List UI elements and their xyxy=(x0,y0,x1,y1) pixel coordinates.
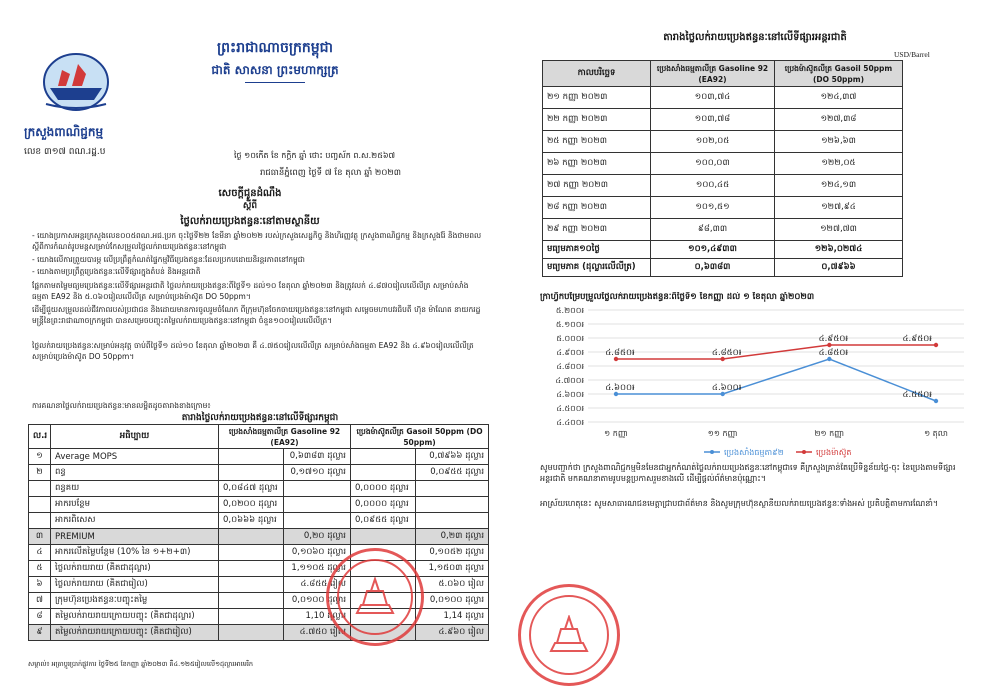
row-number: ៨ xyxy=(29,609,51,625)
row-diesel: ១២៤,៣៧ xyxy=(775,87,903,109)
paragraph-1: - យោងប្រកាសអន្តរក្រសួងលេខ០០៥ពណ.អជ.ប្រក ចុះថ្ងៃទី២២ ខែមីនា ឆ្នាំ២០២២ របស់ក្រសួងសេដ្ឋកិច្ច និងហិរញ្ញវត្ថុ ក្រសួងពាណិជ្ជកម្ម និងក្រសួងរ៉ែ និងថាមពល ស្តីពីការកំណត់រូបមន្តសម្រាប់កែសម្រួលថ្លៃលក់រាយប្រេងឥន្ធនៈនៅកម្ពុជា xyxy=(32,231,482,251)
x-tick-label: ២១ កញ្ញា xyxy=(814,429,845,438)
official-seal-right xyxy=(518,584,620,686)
row-diesel: ១២៤,១៣ xyxy=(775,175,903,197)
row-diesel: ១២៦,៦៣ xyxy=(775,131,903,153)
y-tick-label: ៥.០០០៛ xyxy=(556,334,584,343)
motto-divider xyxy=(245,82,305,87)
data-label: ៤.៨៥០៛ xyxy=(818,348,849,358)
gasoline-sub-value xyxy=(219,449,284,465)
gasoline-value: 0,១០៦០ ដុល្លារ xyxy=(284,545,351,561)
legend-label: ប្រេងម៉ាស៊ូត xyxy=(816,448,852,457)
header-diesel-intl: ប្រេងម៉ាស៊ូតលីត្រ Gasoil 50ppm (DO 50ppm) xyxy=(775,61,903,87)
ministry-logo xyxy=(36,50,116,120)
paragraph-3: - យោងតាមប្រព្រឹត្តប្រេងឥន្ធនៈលើទីផ្សារក្នុងតំបន់ និងអន្តរជាតិ xyxy=(32,267,201,276)
row-description: PREMIUM xyxy=(51,529,219,545)
gasoline-sub-value xyxy=(219,529,284,545)
paragraph-4: ផ្អែកតាមតម្លៃមធ្យមប្រេងឥន្ធនៈលើទីផ្សារអន្តរជាតិ ថ្លៃលក់រាយប្រេងឥន្ធនៈពីថ្ងៃទី១ ដល់១០ ខែតុលា ឆ្នាំ២០២៣ និងត្រូវលក់ ៤.៨៧០រៀលលើលីត្រ សម្រាប់សាំងធម្មតា EA92 និង ៥.០៦០រៀលលើលីត្រ សម្រាប់ប្រេងម៉ាស៊ូត DO 50ppm។ xyxy=(32,281,469,301)
avg-liter-label: មធ្យមភាគ (ដុល្លារលើលីត្រ) xyxy=(543,259,651,277)
diesel-value: 0,៧៩៦៦ ដុល្លារ xyxy=(416,449,489,465)
legend-marker xyxy=(802,450,806,454)
row-description: Average MOPS xyxy=(51,449,219,465)
row-description: ថ្លៃលក់រាយរាយ (គិតជារៀល) xyxy=(51,577,219,593)
table-row xyxy=(543,153,903,175)
gasoline-value xyxy=(284,497,351,513)
row-description: តម្លៃលក់រាយរាយក្រោយបញ្ចុះ (គិតជាដុល្លារ) xyxy=(51,609,219,625)
y-tick-label: ៥.២០០៛ xyxy=(555,306,584,315)
diesel-sub-value xyxy=(351,529,416,545)
avg-gasoline: ១០១,៤៩៣៣ xyxy=(651,241,775,259)
table-row xyxy=(29,465,489,481)
unit-label: USD/Barrel xyxy=(894,50,930,59)
paragraph-5: ដើម្បីជួយសម្រួលដល់ជីវភាពរបស់ប្រជាជន និងដោយមានការចូលរួមចំណែក ពីក្រុមហ៊ុនចែកចាយប្រេងឥន្ធនៈនៅកម្ពុជា សម្ដេចមហាបវរធិបតី ហ៊ុន ម៉ាណែត នាយករដ្ឋមន្ត្រីនៃព្រះរាជាណាចក្រកម្ពុជា បានសម្រេចបញ្ចុះតម្លៃលក់រាយប្រេងឥន្ធនៈនៅកម្ពុជា ចំនួន១០០រៀលលើលីត្រ។ xyxy=(32,305,481,325)
avg-liter-diesel: ០,៧៩៦៦ xyxy=(775,259,903,277)
table-row xyxy=(29,561,489,577)
gasoline-value: 0,០១០០ ដុល្លារ xyxy=(284,593,351,609)
diesel-value xyxy=(416,481,489,497)
x-tick-label: ១ កញ្ញា xyxy=(604,429,628,438)
right-paragraph-1: សូមបញ្ជាក់ថា ក្រសួងពាណិជ្ជកម្មមិនមែនជាអ្នកកំណត់ថ្លៃលក់រាយប្រេងឥន្ធនៈនៅកម្ពុជាទេ គឺក្រសួងគ្រាន់តែប្រើទិន្នន័យថ្លៃ-ចុះ នៃប្រេងតាមទីផ្សារអន្តរជាតិ មកគណនាតាមរូបមន្តប្រកាសរួមខាងលើ ដើម្បីផ្តល់ព័ត៌មានប៉ុណ្ណោះ។ xyxy=(540,463,956,483)
data-point xyxy=(934,399,938,403)
data-label: ៤.៨៥០៛ xyxy=(711,348,742,358)
row-gasoline: ១០២,០៥ xyxy=(651,131,775,153)
chart-title: ក្រាហ្វិកបម្រែបម្រួលថ្លៃលក់រាយប្រេងឥន្ធនៈពីថ្ងៃទី១ ខែកញ្ញា ដល់ ១ ខែតុលា ឆ្នាំ២០២៣ xyxy=(540,292,815,302)
document-type: សេចក្តីជូនដំណឹង xyxy=(218,188,282,199)
intl-table-title: តារាងថ្លៃលក់រាយប្រេងឥន្ធនៈនៅលើទីផ្សារអន្តរជាតិ xyxy=(663,32,847,43)
row-diesel: ១២៧,៧៣ xyxy=(775,219,903,241)
row-date: ២៦ កញ្ញា ២០២៣ xyxy=(543,153,651,175)
table-row xyxy=(29,529,489,545)
intl-price-table xyxy=(542,60,903,277)
gasoline-sub-value xyxy=(219,545,284,561)
row-description: ពន្ធ xyxy=(51,465,219,481)
row-gasoline: ១០៣,៧៤ xyxy=(651,87,775,109)
diesel-value xyxy=(416,497,489,513)
diesel-value: 1,១៥០៣ ដុល្លារ xyxy=(416,561,489,577)
avg-liter-gasoline: ០,៦៣៨៣ xyxy=(651,259,775,277)
row-diesel: ១២៧,៣៨ xyxy=(775,109,903,131)
row-description: ក្រុមហ៊ុនប្រេងឥន្ធនៈបញ្ចុះតម្លៃ xyxy=(51,593,219,609)
y-tick-label: ៤.៨០០៛ xyxy=(556,362,584,371)
row-gasoline: ៩៨,៣៣ xyxy=(651,219,775,241)
row-number: ២ xyxy=(29,465,51,481)
y-tick-label: ៤.៥០០៛ xyxy=(556,404,584,413)
row-number: ៤ xyxy=(29,545,51,561)
row-description: តម្លៃលក់រាយរាយក្រោយបញ្ចុះ (គិតជារៀល) xyxy=(51,625,219,641)
row-number xyxy=(29,481,51,497)
header-no: ល.រ xyxy=(29,425,51,449)
row-gasoline: ១០០,៤៥ xyxy=(651,175,775,197)
kingdom-heading: ព្រះរាជាណាចក្រកម្ពុជា xyxy=(216,40,333,56)
legend-marker xyxy=(710,450,714,454)
diesel-sub-value xyxy=(351,465,416,481)
footnote: សម្គាល់៖ អត្រាប្តូរប្រាក់ផ្លូវការ ថ្ងៃទី២៥ ខែកញ្ញា ឆ្នាំ២០២៣ គឺ៤.១២៥រៀលលើ១ដុល្លារអាមេរិក xyxy=(28,660,254,668)
table-row xyxy=(543,109,903,131)
row-diesel: ១២២,០៥ xyxy=(775,153,903,175)
y-tick-label: ៤.៧០០៛ xyxy=(555,376,584,385)
header-gasoline-intl: ប្រេងសាំងធម្មតាលីត្រ Gasoline 92 (EA92) xyxy=(651,61,775,87)
y-tick-label: ៤.៩០០៛ xyxy=(556,348,584,357)
row-gasoline: ១០១,៥១ xyxy=(651,197,775,219)
table-row xyxy=(29,497,489,513)
row-number: ៧ xyxy=(29,593,51,609)
gasoline-value xyxy=(284,513,351,529)
official-seal xyxy=(326,548,424,646)
gasoline-sub-value xyxy=(219,609,284,625)
y-tick-label: ៤.៤០០៛ xyxy=(556,418,584,427)
subject-label: ស្តីពី xyxy=(242,201,258,211)
gasoline-value: ៤.៨៥៥ រៀល xyxy=(284,577,351,593)
gasoline-sub-value xyxy=(219,561,284,577)
table-row xyxy=(543,197,903,219)
diesel-sub-value xyxy=(351,449,416,465)
right-paragraph-2: អាស្រ័យហេតុនេះ សូមសាធារណជនមេត្តាជ្រាបជាព័ត៌មាន និងសូមក្រុមហ៊ុនស្ថានីយលក់រាយប្រេងឥន្ធនៈទាំងអស់ ប្រតិបត្តិតាមការណែនាំ។ xyxy=(540,499,939,508)
motto-heading: ជាតិ សាសនា ព្រះមហាក្សត្រ xyxy=(211,63,339,77)
table-row xyxy=(29,545,489,561)
gasoline-value: 0,១៧១០ ដុល្លារ xyxy=(284,465,351,481)
row-description: ថ្លៃលក់រាយរាយ (គិតជាដុល្លារ) xyxy=(51,561,219,577)
header-date: កាលបរិច្ឆេទ xyxy=(543,61,651,87)
data-label: ៤.៦០០៛ xyxy=(711,383,742,393)
gasoline-sub-value: 0,០៨៤៧ ដុល្លារ xyxy=(219,481,284,497)
table-row xyxy=(543,87,903,109)
row-description: អាករពិសេស xyxy=(51,513,219,529)
header-description: អធិប្បាយ xyxy=(51,425,219,449)
local-table-title: តារាងថ្លៃលក់រាយប្រេងឥន្ធនៈនៅលើទីផ្សារកម្ពុជា xyxy=(181,413,339,423)
document-date: រាជធានីភ្នំពេញ ថ្ងៃទី ៧ ខែ តុលា ឆ្នាំ ២០២៣ xyxy=(260,168,402,178)
header-gasoline: ប្រេងសាំងធម្មតាលីត្រ Gasoline 92 (EA92) xyxy=(219,425,351,449)
gasoline-value: 1,10 ដុល្លារ xyxy=(284,609,351,625)
gasoline-sub-value: 0,០២០០ ដុល្លារ xyxy=(219,497,284,513)
subject-heading: ថ្លៃលក់រាយប្រេងឥន្ធនៈនៅតាមស្ថានីយ xyxy=(180,216,320,227)
reference-number: លេខ ៣១៧ ពណ.រដ្ឋ.ប xyxy=(24,147,106,157)
diesel-value: 0,២៣ ដុល្លារ xyxy=(416,529,489,545)
gasoline-value xyxy=(284,481,351,497)
legend-label: ប្រេងសាំងធម្មតា៩២ xyxy=(724,448,784,457)
row-number xyxy=(29,513,51,529)
row-diesel: ១២៧,៩៤ xyxy=(775,197,903,219)
row-number: ៩ xyxy=(29,625,51,641)
avg-label: មធ្យមភាគ១០ថ្ងៃ xyxy=(543,241,651,259)
data-point xyxy=(934,343,938,347)
row-gasoline: ១០៣,៧៨ xyxy=(651,109,775,131)
ministry-name: ក្រសួងពាណិជ្ជកម្ម xyxy=(24,125,104,139)
row-date: ២៧ កញ្ញា ២០២៣ xyxy=(543,175,651,197)
table-row xyxy=(29,481,489,497)
row-date: ២២ កញ្ញា ២០២៣ xyxy=(543,109,651,131)
row-date: ២៨ កញ្ញា ២០២៣ xyxy=(543,197,651,219)
gasoline-value: 0,២០ ដុល្លារ xyxy=(284,529,351,545)
diesel-value xyxy=(416,513,489,529)
gasoline-sub-value xyxy=(219,465,284,481)
y-tick-label: ៥.១០០៛ xyxy=(555,320,584,329)
diesel-value: 0,០១០០ ដុល្លារ xyxy=(416,593,489,609)
right-page xyxy=(520,0,994,684)
data-label: ៤.៦០០៛ xyxy=(605,383,635,393)
x-tick-label: ១ តុលា xyxy=(924,429,948,438)
diesel-value: 0,០៩៥៥ ដុល្លារ xyxy=(416,465,489,481)
row-number: ៦ xyxy=(29,577,51,593)
table-row xyxy=(29,625,489,641)
paragraph-6: ថ្លៃលក់រាយប្រេងឥន្ធនៈសម្រាប់អនុវត្ត ចាប់ពីថ្ងៃទី១ ដល់១០ ខែតុលា ឆ្នាំ២០២៣ គឺ ៤.៧៥០រៀលលើលីត្រ សម្រាប់សាំងធម្មតា EA92 និង ៤.៩៦០រៀលលើលីត្រ សម្រាប់ប្រេងម៉ាស៊ូត DO 50ppm។ xyxy=(32,341,474,361)
table-row xyxy=(543,219,903,241)
lunar-date: ថ្ងៃ ១០កើត ខែ កក្ដិក ឆ្នាំ ថោះ បញ្ចស័ក ព.ស.២៥៦៧ xyxy=(234,151,396,160)
header-diesel: ប្រេងម៉ាស៊ូតលីត្រ Gasoil 50ppm (DO 50ppm) xyxy=(351,425,489,449)
diesel-value: ៤.៩៦០ រៀល xyxy=(416,625,489,641)
row-date: ២១ កញ្ញា ២០២៣ xyxy=(543,87,651,109)
paragraph-2: - យោងលើការព្រួយបារម្ភ លើប្រព្រឹត្តកំណត់ផ្ទៃកម្មវិធីប្រេងឥន្ធនៈដែលប្រកបដោយនិរន្តរភាពនៅកម្ពុជា xyxy=(32,255,305,264)
diesel-value: ៥.០៦០ រៀល xyxy=(416,577,489,593)
gasoline-value: 1,១១០៥ ដុល្លារ xyxy=(284,561,351,577)
row-number xyxy=(29,497,51,513)
gasoline-value: ៤.៧៥០ រៀល xyxy=(284,625,351,641)
x-tick-label: ១១ កញ្ញា xyxy=(707,429,738,438)
table-row xyxy=(543,131,903,153)
gasoline-sub-value xyxy=(219,625,284,641)
row-gasoline: ១០០,០៣ xyxy=(651,153,775,175)
row-date: ២៩ កញ្ញា ២០២៣ xyxy=(543,219,651,241)
row-description: អាករលើតម្លៃបន្ថែម (10% នៃ ១+២+៣) xyxy=(51,545,219,561)
table-row xyxy=(543,175,903,197)
gasoline-value: 0,៦៣៨៣ ដុល្លារ xyxy=(284,449,351,465)
row-number: ៥ xyxy=(29,561,51,577)
paragraph-7: ការគណនាថ្លៃលក់រាយប្រេងឥន្ធនៈមានលម្អិតដូចតារាងខាងក្រោម៖ xyxy=(32,401,211,410)
diesel-value: 0,១០៥២ ដុល្លារ xyxy=(416,545,489,561)
data-label: ៤.៥៥០៛ xyxy=(902,390,932,400)
gasoline-sub-value xyxy=(219,593,284,609)
row-description: អាករបន្ថែម xyxy=(51,497,219,513)
price-trend-chart xyxy=(534,302,974,458)
data-label: ៤.៩៥០៛ xyxy=(818,334,849,344)
diesel-value: 1,14 ដុល្លារ xyxy=(416,609,489,625)
row-number: ១ xyxy=(29,449,51,465)
data-label: ៤.៩៥០៛ xyxy=(902,334,932,344)
data-label: ៤.៨៥០៛ xyxy=(605,348,635,358)
table-row xyxy=(29,513,489,529)
diesel-sub-value: 0,០៩៥៥ ដុល្លារ xyxy=(351,513,416,529)
avg-diesel: ១២៦,០២៧៤ xyxy=(775,241,903,259)
diesel-sub-value: 0,០០០០ ដុល្លារ xyxy=(351,497,416,513)
gasoline-sub-value xyxy=(219,577,284,593)
table-row xyxy=(29,449,489,465)
row-number: ៣ xyxy=(29,529,51,545)
gasoline-sub-value: 0,០៦៦៦ ដុល្លារ xyxy=(219,513,284,529)
row-description: ពន្ធគយ xyxy=(51,481,219,497)
y-tick-label: ៤.៦០០៛ xyxy=(556,390,584,399)
diesel-sub-value: 0,០០០០ ដុល្លារ xyxy=(351,481,416,497)
row-date: ២៥ កញ្ញា ២០២៣ xyxy=(543,131,651,153)
